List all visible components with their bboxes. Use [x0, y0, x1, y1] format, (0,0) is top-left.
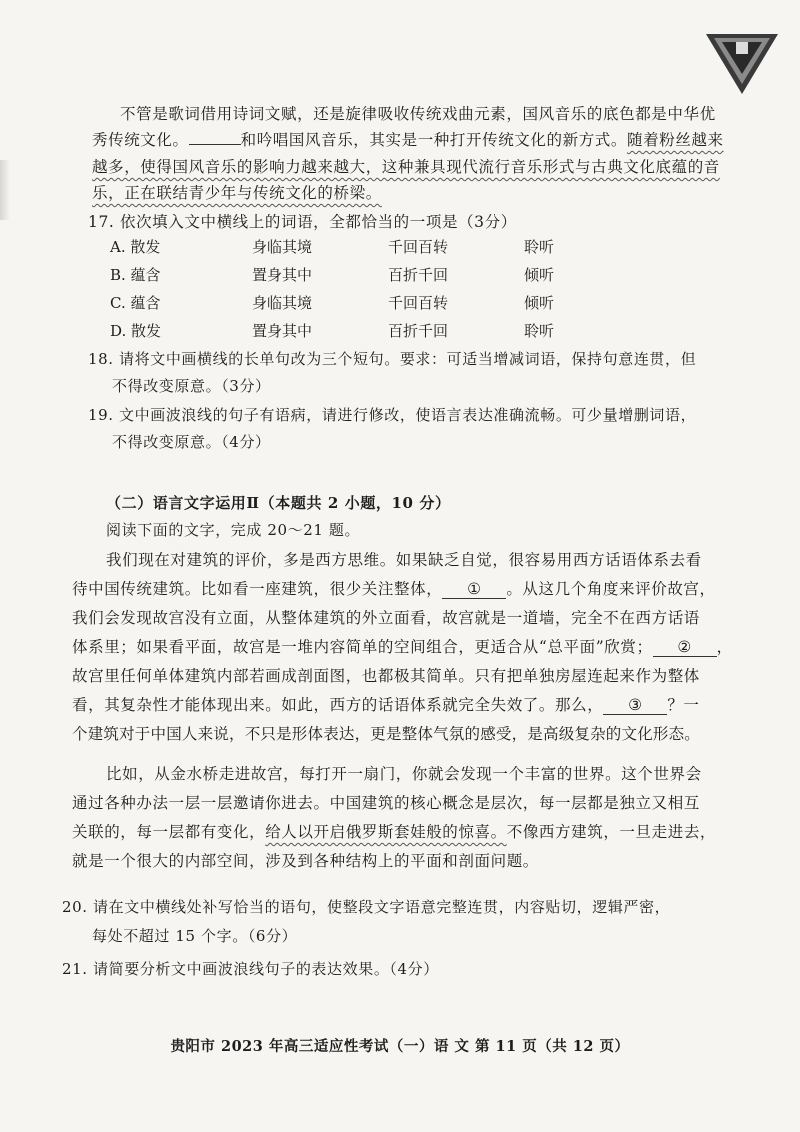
passage1-line2: 秀传统文化。 和吟唱国风音乐，其实是一种打开传统文化的新方式。随着粉丝越来: [92, 131, 724, 149]
passage2-p1-line5: 故宫里任何单体建筑内部若画成剖面图，也都极其简单。只有把单独房屋连起来作为整体: [72, 667, 700, 685]
passage1-line4: 乐，正在联结青少年与传统文化的桥梁。: [92, 184, 382, 202]
passage2-p2-line4: 就是一个很大的内部空间，涉及到各种结构上的平面和剖面问题。: [72, 852, 539, 870]
passage2-p1-line7: 个建筑对于中国人来说，不只是形体表达，更是整体气氛的感受，是高级复杂的文化形态。: [72, 725, 701, 743]
section2-instruction: 阅读下面的文字，完成 20～21 题。: [106, 521, 361, 539]
exam-page: 不管是歌词借用诗词文赋，还是旋律吸收传统戏曲元素，国风音乐的底色都是中华优 秀传统文化。 和吟唱国风音乐，其实是一种打开传统文化的新方式。随着粉丝越来 越多，使得国风音乐的影响力越来越大，这种兼具现代流行音乐形式与古典文化底蕴的音 乐，正在联结青少年与传统文化的桥梁。 17. 依次填入文中横线上的词语，全都恰当的一项是（3分） A. 散发 身临其境 千回百转 聆听 B. 蕴含 置身其中 百折千回 倾听 C. 蕴含 身临其境 千回百转 倾听 D. 散发 置身其中 百折千回 聆听 18. 请将文中画横线的长单句改为三个短句。要求：可适当增减词语，保持句意连贯，但 不得改变原意。（3分） 19. 文中画波浪线的句子有语病，请进行修改，使语言表达准确流畅。可少量增删词语， 不得改变原意。（4分） （二）语言文字运用Ⅱ（本题共 2 小题，10 分） 阅读下面的文字，完成 20～21 题。 我们现在对建筑的评价，多是西方思维。如果缺乏自觉，很容易用西方话语体系去看 待中国传统建筑。比如看一座建筑，很少关注整体， ① 。从这几个角度来评价故宫， 我们会发现故宫没有立面，从整体建筑的外立面看，故宫就是一道墙，完全不在西方话语 体系里；如果看平面，故宫是一堆内容简单的空间组合，更适合从“总平面”欣赏； ② ， 故宫里任何单体建筑内部若画成剖面图，也都极其简单。只有把单独房屋连起来作为整体 看，其复杂性才能体现出来。如此，西方的话语体系就完全失效了。那么， ③ ？一 个建筑对于中国人来说，不只是形体表达，更是整体气氛的感受，是高级复杂的文化形态。 比如，从金水桥走进故宫，每打开一扇门，你就会发现一个丰富的世界。这个世界会 通过各种办法一层一层邀请你进去。中国建筑的核心概念是层次，每一层都是独立又相互 关联的，每一层都有变化，给人以开启俄罗斯套娃般的惊喜。不像西方建筑，一旦走进去， 就是一个很大的内部空间，涉及到各种结构上的平面和剖面问题。 20. 请在文中横线处补写恰当的语句，使整段文字语意完整连贯，内容贴切，逻辑严密， 每处不超过 15 个字。（6分） 21. 请简要分析文中画波浪线句子的表达效果。（4分） 贵阳市 2023 年高三适应性考试（一）语 文 第 11 页（共 12 页）: [0, 0, 800, 1132]
blank-3: ③: [603, 696, 667, 715]
exam-logo-icon: [706, 34, 778, 94]
page-footer: 贵阳市 2023 年高三适应性考试（一）语 文 第 11 页（共 12 页）: [170, 1038, 630, 1055]
q19-line2: 不得改变原意。（4分）: [112, 433, 271, 451]
passage2-p1-line4: 体系里；如果看平面，故宫是一堆内容简单的空间组合，更适合从“总平面”欣赏； ② ，: [72, 638, 733, 656]
passage2-p1-line1: 我们现在对建筑的评价，多是西方思维。如果缺乏自觉，很容易用西方话语体系去看: [106, 551, 702, 569]
passage1-blank: [189, 130, 241, 145]
blank-1: ①: [442, 580, 506, 599]
wavy-sentence-2: 给人以开启俄罗斯套娃般的惊喜。: [265, 823, 507, 841]
passage2-p2-line1: 比如，从金水桥走进故宫，每打开一扇门，你就会发现一个丰富的世界。这个世界会: [106, 765, 702, 783]
q17-stem: 17. 依次填入文中横线上的词语，全都恰当的一项是（3分）: [88, 213, 517, 231]
passage2-p1-line6: 看，其复杂性才能体现出来。如此，西方的话语体系就完全失效了。那么， ③ ？一: [72, 696, 700, 714]
passage2-p1-line3: 我们会发现故宫没有立面，从整体建筑的外立面看，故宫就是一道墙，完全不在西方话语: [72, 609, 700, 627]
blank-2: ②: [653, 638, 717, 657]
passage2-p2-line3: 关联的，每一层都有变化，给人以开启俄罗斯套娃般的惊喜。不像西方建筑，一旦走进去，: [72, 823, 717, 841]
q20-line1: 20. 请在文中横线处补写恰当的语句，使整段文字语意完整连贯，内容贴切，逻辑严密，: [62, 898, 671, 916]
q20-line2: 每处不超过 15 个字。（6分）: [92, 927, 298, 945]
passage2-p1-line2: 待中国传统建筑。比如看一座建筑，很少关注整体， ① 。从这几个角度来评价故宫，: [72, 580, 716, 598]
q18-line1: 18. 请将文中画横线的长单句改为三个短句。要求：可适当增减词语，保持句意连贯，但: [88, 350, 697, 368]
q21-line1: 21. 请简要分析文中画波浪线句子的表达效果。（4分）: [62, 960, 439, 978]
section2-title: （二）语言文字运用Ⅱ（本题共 2 小题，10 分）: [106, 494, 451, 512]
q18-line2: 不得改变原意。（3分）: [112, 377, 271, 395]
scan-edge-shadow: [0, 160, 10, 220]
passage1-line1: 不管是歌词借用诗词文赋，还是旋律吸收传统戏曲元素，国风音乐的底色都是中华优: [120, 105, 716, 123]
q19-line1: 19. 文中画波浪线的句子有语病，请进行修改，使语言表达准确流畅。可少量增删词语，: [88, 406, 697, 424]
passage2-p2-line2: 通过各种办法一层一层邀请你进去。中国建筑的核心概念是层次，每一层都是独立又相互: [72, 794, 700, 812]
passage1-line3: 越多，使得国风音乐的影响力越来越大，这种兼具现代流行音乐形式与古典文化底蕴的音: [92, 158, 720, 176]
wavy-sentence-start: 随着粉丝越来: [627, 131, 724, 149]
